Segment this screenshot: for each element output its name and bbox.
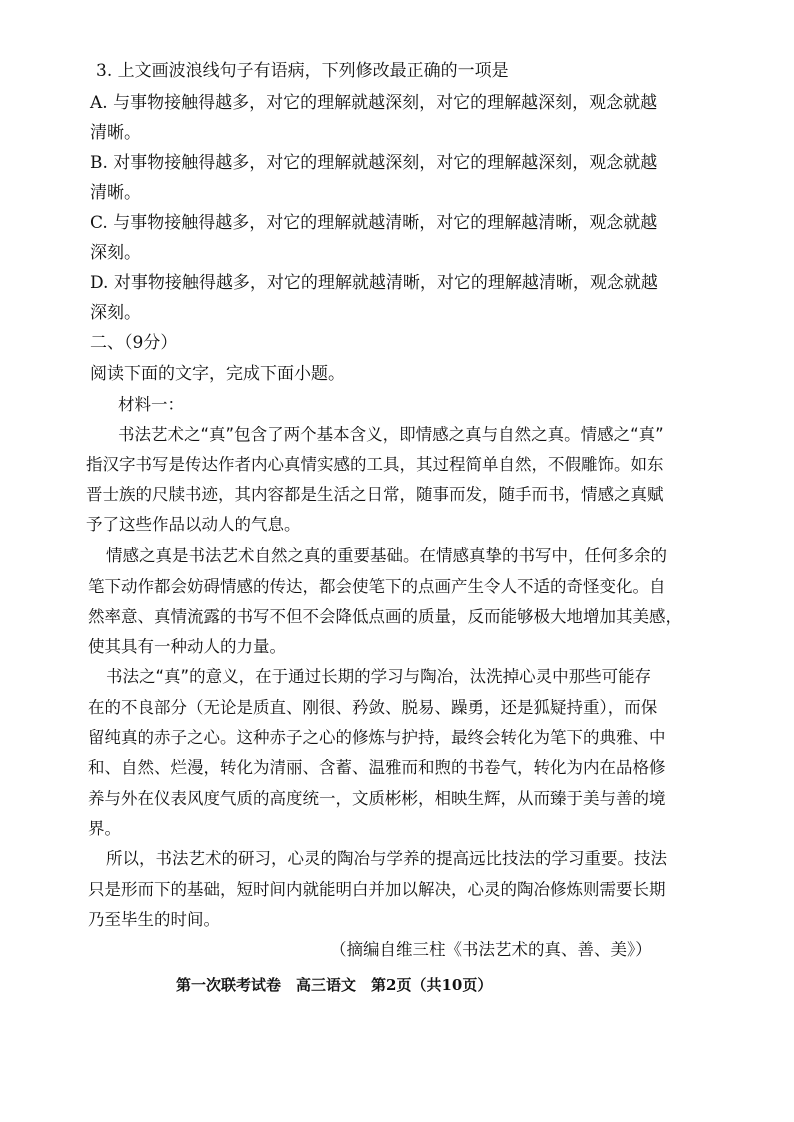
option-c-line-2: 深刻。 — [90, 243, 141, 263]
paragraph-4-line: 乃至毕生的时间。 — [88, 910, 220, 929]
question-3-stem: 3. 上文画波浪线句子有语病，下列修改最正确的一项是 — [96, 61, 509, 81]
paragraph-1-line: 指汉字书写是传达作者内心真情实感的工具，其过程简单自然，不假雕饰。如东 — [86, 455, 664, 474]
option-a-line-2: 清晰。 — [90, 123, 141, 143]
paragraph-1-line: 书法艺术之“真”包含了两个基本含义，即情感之真与自然之真。情感之“真” — [118, 425, 664, 444]
paragraph-2-line: 笔下动作都会妨碍情感的传达，都会使笔下的点画产生令人不适的奇怪变化。自 — [88, 577, 666, 596]
paragraph-3-line: 养与外在仪表风度气质的高度统一，文质彬彬，相映生辉，从而臻于美与善的境 — [88, 789, 666, 808]
paragraph-3-line: 书法之“真”的意义，在于通过长期的学习与陶冶，汰洗掉心灵中那些可能存 — [106, 667, 652, 686]
source-citation: （摘编自维三柱《书法艺术的真、善、美》） — [330, 940, 652, 959]
page-footer: 第一次联考试卷 高三语文 第2页（共10页） — [176, 976, 493, 994]
paragraph-2-line: 使其具有一种动人的力量。 — [88, 637, 286, 656]
section-2-instruction: 阅读下面的文字，完成下面小题。 — [90, 364, 345, 384]
paragraph-1-line: 予了这些作品以动人的气息。 — [86, 515, 301, 534]
option-d-line-2: 深刻。 — [90, 303, 141, 323]
paragraph-2-line: 然率意、真情流露的书写不但不会降低点画的质量，反而能够极大地增加其美感， — [88, 607, 682, 626]
option-a-line-1: A. 与事物接触得越多，对它的理解就越深刻，对它的理解越深刻，观念就越 — [90, 93, 658, 113]
option-b-line-1: B. 对事物接触得越多，对它的理解就越深刻，对它的理解越深刻，观念就越 — [90, 153, 658, 173]
paragraph-3-line: 在的不良部分（无论是质直、刚很、矜敛、脱易、躁勇，还是狐疑持重），而保 — [88, 698, 658, 717]
paragraph-4-line: 只是形而下的基础，短时间内就能明白并加以解决，心灵的陶冶修炼则需要长期 — [88, 880, 666, 899]
paragraph-4-line: 所以，书法艺术的研习，心灵的陶冶与学养的提高远比技法的学习重要。技法 — [106, 849, 667, 868]
paragraph-3-line: 和、自然、烂漫，转化为清丽、含蓄、温雅而和煦的书卷气，转化为内在品格修 — [88, 758, 666, 777]
material-1-label: 材料一： — [118, 395, 184, 414]
option-d-line-1: D. 对事物接触得越多，对它的理解就越清晰，对它的理解越清晰，观念就越 — [90, 273, 658, 293]
paragraph-2-line: 情感之真是书法艺术自然之真的重要基础。在情感真挚的书写中，任何多余的 — [106, 546, 667, 565]
section-2-heading: 二、（9分） — [90, 333, 178, 353]
paragraph-3-line: 留纯真的赤子之心。这种赤子之心的修炼与护持，最终会转化为笔下的典雅、中 — [88, 728, 666, 747]
paragraph-1-line: 晋士族的尺牍书迹，其内容都是生活之日常，随事而发，随手而书，情感之真赋 — [86, 485, 664, 504]
option-b-line-2: 清晰。 — [90, 183, 141, 203]
option-c-line-1: C. 与事物接触得越多，对它的理解就越清晰，对它的理解越清晰，观念就越 — [90, 213, 658, 233]
paragraph-3-line: 界。 — [88, 819, 121, 838]
